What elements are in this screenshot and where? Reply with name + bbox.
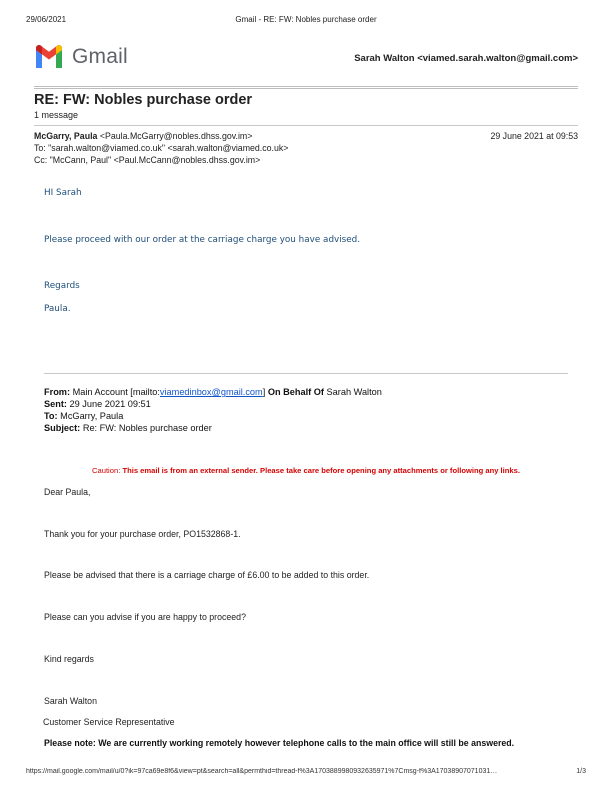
print-title: Gmail - RE: FW: Nobles purchase order xyxy=(235,15,377,24)
fwd-subject-value: Re: FW: Nobles purchase order xyxy=(82,423,212,433)
sender-line xyxy=(34,131,252,141)
gmail-wordmark[interactable]: Gmail xyxy=(72,45,128,68)
fwd-to-line xyxy=(44,411,123,421)
fwd-to-label: To: xyxy=(44,411,58,421)
caution-label: Caution: xyxy=(92,466,121,475)
body-greeting: HI Sarah xyxy=(44,188,82,198)
fwd-sent-value: 29 June 2021 09:51 xyxy=(69,399,151,409)
fwd-behalf-label: On Behalf Of xyxy=(267,387,324,397)
reply-signature-role: Customer Service Representative xyxy=(43,717,175,727)
fwd-behalf-value: Sarah Walton xyxy=(326,387,382,397)
fwd-from-close: ] xyxy=(262,387,266,397)
reply-paragraph-1: Thank you for your purchase order, PO1532868-1. xyxy=(44,529,241,539)
body-line: Please proceed with our order at the carriage charge you have advised. xyxy=(44,235,361,245)
caution-text: This email is from an external sender. Please take care before opening any attachments or following any links. xyxy=(122,466,520,475)
fwd-from-label: From: xyxy=(44,387,71,397)
fwd-to-value: McGarry, Paula xyxy=(60,411,124,421)
forward-divider xyxy=(44,373,568,374)
body-signoff: Regards xyxy=(44,281,80,291)
to-line: To: "sarah.walton@viamed.co.uk" <sarah.walton@viamed.co.uk> xyxy=(34,143,289,153)
reply-signature-name: Sarah Walton xyxy=(44,696,97,706)
body-name: Paula. xyxy=(44,304,71,314)
fwd-sent-label: Sent: xyxy=(44,399,67,409)
reply-paragraph-3: Please can you advise if you are happy to proceed? xyxy=(44,612,246,622)
reply-signoff: Kind regards xyxy=(44,654,94,664)
remote-working-note: Please note: We are currently working remotely however telephone calls to the main office will still be answered. xyxy=(44,738,515,748)
message-date: 29 June 2021 at 09:53 xyxy=(490,131,578,141)
print-url: https://mail.google.com/mail/u/0?ik=97ca69e8f6&view=pt&search=all&permthid=thread-f%3A1703889980932635971%7Cmsg-f%3A17038907071031… xyxy=(26,768,498,775)
sender-name: McGarry, Paula xyxy=(34,131,98,141)
fwd-from-value: Main Account [mailto: xyxy=(72,387,160,397)
page-number: 1/3 xyxy=(576,768,586,775)
gmail-m-logo-icon[interactable] xyxy=(34,44,64,68)
reply-greeting: Dear Paula, xyxy=(44,487,91,497)
thread-subject: RE: FW: Nobles purchase order xyxy=(34,92,253,108)
fwd-subject-label: Subject: xyxy=(44,423,81,433)
sender-email: <Paula.McGarry@nobles.dhss.gov.im> xyxy=(99,131,253,141)
account-label: Sarah Walton <viamed.sarah.walton@gmail.com> xyxy=(354,53,578,64)
reply-paragraph-2: Please be advised that there is a carriage charge of £6.00 to be added to this order. xyxy=(44,570,370,580)
print-date: 29/06/2021 xyxy=(26,15,67,24)
fwd-from-line xyxy=(44,387,382,397)
fwd-subject-line xyxy=(44,423,212,433)
fwd-from-email-link[interactable]: viamedinbox@gmail.com xyxy=(159,387,263,397)
subject-divider xyxy=(34,125,578,126)
cc-line: Cc: "McCann, Paul" <Paul.McCann@nobles.dhss.gov.im> xyxy=(34,155,261,165)
fwd-sent-line xyxy=(44,399,151,409)
message-count: 1 message xyxy=(34,110,79,120)
header-divider xyxy=(34,86,578,89)
caution-banner xyxy=(0,466,612,475)
